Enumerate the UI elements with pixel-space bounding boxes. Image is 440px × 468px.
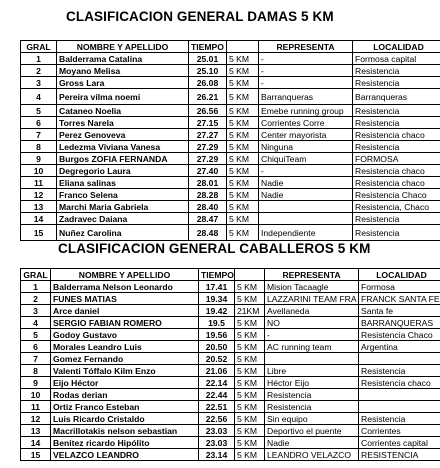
team-cell: NO — [265, 317, 359, 329]
table-body — [21, 53, 440, 241]
name-cell: Nuñez Carolina — [57, 225, 189, 241]
location-cell: Formosa capital — [353, 53, 440, 65]
location-cell: Formosa — [359, 281, 440, 293]
table-row — [21, 317, 440, 329]
team-cell: - — [259, 77, 353, 89]
name-cell: Gomez Fernando — [51, 353, 199, 365]
table-row — [21, 177, 440, 189]
distance-cell: 5 KM — [227, 141, 259, 153]
distance-cell: 5 KM — [235, 365, 265, 377]
time-cell: 28.28 — [189, 189, 227, 201]
table-row — [21, 129, 440, 141]
team-header: REPRESENTA — [265, 269, 359, 281]
name-cell: VELAZCO LEANDRO — [51, 449, 199, 461]
location-cell — [359, 401, 440, 413]
rank-cell: 7 — [21, 353, 51, 365]
time-cell: 22.14 — [199, 377, 235, 389]
time-cell: 22.44 — [199, 389, 235, 401]
rank-cell: 6 — [21, 117, 57, 129]
table-body — [21, 281, 440, 461]
rank-cell: 10 — [21, 389, 51, 401]
team-cell: LAZZARINI TEAM FRA — [265, 293, 359, 305]
name-cell: Eliana salinas — [57, 177, 189, 189]
distance-cell: 5 KM — [235, 353, 265, 365]
team-cell: Resistencia — [265, 389, 359, 401]
name-cell: Degregorio Laura — [57, 165, 189, 177]
table-row — [21, 53, 440, 65]
name-cell: Macrillotakis nelson sebastian — [51, 425, 199, 437]
team-cell: Center mayorista — [259, 129, 353, 141]
name-cell: Benitez ricardo Hipólito — [51, 437, 199, 449]
rank-cell: 1 — [21, 53, 57, 65]
table-row — [21, 117, 440, 129]
location-header: LOCALIDAD — [353, 41, 440, 53]
table-row — [21, 305, 440, 317]
name-cell: Ortiz Franco Esteban — [51, 401, 199, 413]
distance-cell: 21KM — [235, 305, 265, 317]
name-cell: Franco Selena — [57, 189, 189, 201]
time-header: TIEMPO — [189, 41, 227, 53]
location-cell: RESISTENCIA — [359, 449, 440, 461]
location-cell: Resistencia, Chaco — [353, 201, 440, 213]
team-cell: LEANDRO VELAZCO — [265, 449, 359, 461]
rank-cell: 15 — [21, 449, 51, 461]
team-cell: Corrientes Corre — [259, 117, 353, 129]
team-cell: AC running team — [265, 341, 359, 353]
location-cell: Resistencia chaco — [359, 377, 440, 389]
distance-cell: 5 KM — [235, 329, 265, 341]
time-cell: 27.27 — [189, 129, 227, 141]
men-results-table — [20, 268, 440, 461]
distance-cell: 5 KM — [235, 401, 265, 413]
rank-header: GRAL — [21, 41, 57, 53]
rank-cell: 15 — [21, 225, 57, 241]
table-row — [21, 365, 440, 377]
table-row — [21, 65, 440, 77]
team-cell: Libre — [265, 365, 359, 377]
time-cell: 25.01 — [189, 53, 227, 65]
location-cell: Resistencia — [353, 105, 440, 117]
rank-cell: 8 — [21, 141, 57, 153]
name-cell: Moyano Melisa — [57, 65, 189, 77]
name-cell: Zadravec Daiana — [57, 213, 189, 225]
name-cell: Pereira vilma noemi — [57, 89, 189, 105]
team-cell: Deportivo el puente — [265, 425, 359, 437]
table-row — [21, 329, 440, 341]
name-header: NOMBRE Y APELLIDO — [51, 269, 199, 281]
table-row — [21, 449, 440, 461]
location-cell: Resistencia chaco — [353, 177, 440, 189]
location-cell: Resistencia — [359, 365, 440, 377]
distance-cell: 5 KM — [235, 437, 265, 449]
distance-cell: 5 KM — [227, 189, 259, 201]
location-cell: Resistencia — [353, 213, 440, 225]
name-cell: Perez Genoveva — [57, 129, 189, 141]
time-cell: 20.50 — [199, 341, 235, 353]
time-header: TIEMPO — [199, 269, 235, 281]
location-cell: Resistencia chaco — [353, 165, 440, 177]
distance-cell: 5 KM — [227, 77, 259, 89]
time-cell: 26.08 — [189, 77, 227, 89]
name-cell: FUNES MATIAS — [51, 293, 199, 305]
table-header-row — [21, 269, 440, 281]
table-row — [21, 189, 440, 201]
rank-cell: 12 — [21, 413, 51, 425]
location-cell — [359, 353, 440, 365]
distance-cell: 5 KM — [227, 201, 259, 213]
rank-cell: 7 — [21, 129, 57, 141]
table-row — [21, 341, 440, 353]
time-cell: 23.03 — [199, 437, 235, 449]
time-cell: 22.56 — [199, 413, 235, 425]
team-cell: Mision Tacaagle — [265, 281, 359, 293]
rank-cell: 14 — [21, 213, 57, 225]
team-cell: - — [265, 329, 359, 341]
rank-cell: 13 — [21, 201, 57, 213]
location-cell: Resistencia — [353, 117, 440, 129]
table-row — [21, 437, 440, 449]
table-row — [21, 165, 440, 177]
team-cell: Emebe running group — [259, 105, 353, 117]
distance-header — [235, 269, 265, 281]
time-cell: 27.40 — [189, 165, 227, 177]
distance-cell: 5 KM — [227, 225, 259, 241]
time-cell: 26.56 — [189, 105, 227, 117]
name-cell: Ledezma Viviana Vanesa — [57, 141, 189, 153]
table-row — [21, 413, 440, 425]
team-cell: Nadie — [265, 437, 359, 449]
time-cell: 23.03 — [199, 425, 235, 437]
name-cell: Gross Lara — [57, 77, 189, 89]
table-row — [21, 89, 440, 105]
time-cell: 27.29 — [189, 153, 227, 165]
women-results-title: CLASIFICACION GENERAL DAMAS 5 KM — [66, 9, 334, 24]
location-cell: Argentina — [359, 341, 440, 353]
name-cell: Godoy Gustavo — [51, 329, 199, 341]
distance-header — [227, 41, 259, 53]
team-cell: - — [259, 165, 353, 177]
location-cell: Barranqueras — [353, 89, 440, 105]
table-row — [21, 77, 440, 89]
rank-cell: 5 — [21, 105, 57, 117]
time-cell: 21.06 — [199, 365, 235, 377]
team-header: REPRESENTA — [259, 41, 353, 53]
time-cell: 23.14 — [199, 449, 235, 461]
rank-cell: 4 — [21, 317, 51, 329]
location-header: LOCALIDAD — [359, 269, 440, 281]
name-cell: Rodas derian — [51, 389, 199, 401]
rank-cell: 9 — [21, 153, 57, 165]
time-cell: 19.34 — [199, 293, 235, 305]
distance-cell: 5 KM — [235, 341, 265, 353]
team-cell — [259, 213, 353, 225]
distance-cell: 5 KM — [227, 213, 259, 225]
team-cell: Independiente — [259, 225, 353, 241]
team-cell: Nadie — [259, 177, 353, 189]
location-cell — [359, 389, 440, 401]
women-results-table — [20, 40, 440, 241]
name-cell: Valenti Tóffalo Kilm Enzo — [51, 365, 199, 377]
team-cell: Resistencia — [265, 401, 359, 413]
time-cell: 25.10 — [189, 65, 227, 77]
rank-cell: 11 — [21, 177, 57, 189]
rank-cell: 3 — [21, 77, 57, 89]
distance-cell: 5 KM — [227, 153, 259, 165]
location-cell: Resistencia — [353, 65, 440, 77]
table-row — [21, 213, 440, 225]
rank-cell: 10 — [21, 165, 57, 177]
table-row — [21, 281, 440, 293]
location-cell: Resistencia Chaco — [353, 189, 440, 201]
distance-cell: 5 KM — [235, 449, 265, 461]
table-row — [21, 153, 440, 165]
time-cell: 22.51 — [199, 401, 235, 413]
team-cell: Avellaneda — [265, 305, 359, 317]
team-cell: - — [259, 65, 353, 77]
rank-cell: 6 — [21, 341, 51, 353]
name-cell: SERGIO FABIAN ROMERO — [51, 317, 199, 329]
name-cell: Balderrama Nelson Leonardo — [51, 281, 199, 293]
time-cell: 27.15 — [189, 117, 227, 129]
time-cell: 28.40 — [189, 201, 227, 213]
team-cell — [259, 201, 353, 213]
location-cell: BARRANQUERAS — [359, 317, 440, 329]
distance-cell: 5 KM — [235, 293, 265, 305]
table-header-row — [21, 41, 440, 53]
table-row — [21, 201, 440, 213]
rank-cell: 9 — [21, 377, 51, 389]
rank-cell: 2 — [21, 293, 51, 305]
table-row — [21, 425, 440, 437]
rank-header: GRAL — [21, 269, 51, 281]
name-cell: Balderrama Catalina — [57, 53, 189, 65]
distance-cell: 5 KM — [227, 165, 259, 177]
rank-cell: 2 — [21, 65, 57, 77]
time-cell: 20.52 — [199, 353, 235, 365]
time-cell: 28.01 — [189, 177, 227, 189]
team-cell: Ninguna — [259, 141, 353, 153]
table-row — [21, 293, 440, 305]
team-cell: Nadie — [259, 189, 353, 201]
distance-cell: 5 KM — [227, 129, 259, 141]
time-cell: 19.5 — [199, 317, 235, 329]
table-row — [21, 353, 440, 365]
table-row — [21, 389, 440, 401]
men-results-title: CLASIFICACION GENERAL CABALLEROS 5 KM — [58, 241, 371, 256]
time-cell: 19.42 — [199, 305, 235, 317]
location-cell: FRANCK SANTA FE — [359, 293, 440, 305]
distance-cell: 5 KM — [227, 105, 259, 117]
table-row — [21, 377, 440, 389]
distance-cell: 5 KM — [227, 65, 259, 77]
location-cell: Santa fe — [359, 305, 440, 317]
rank-cell: 3 — [21, 305, 51, 317]
rank-cell: 4 — [21, 89, 57, 105]
name-cell: Torres Narela — [57, 117, 189, 129]
distance-cell: 5 KM — [235, 425, 265, 437]
table-row — [21, 141, 440, 153]
rank-cell: 1 — [21, 281, 51, 293]
distance-cell: 5 KM — [235, 413, 265, 425]
rank-cell: 5 — [21, 329, 51, 341]
location-cell: Resistencia Chaco — [359, 329, 440, 341]
name-cell: Eijo Héctor — [51, 377, 199, 389]
name-header: NOMBRE Y APELLIDO — [57, 41, 189, 53]
team-cell: Héctor Eijo — [265, 377, 359, 389]
location-cell: Resistencia — [353, 141, 440, 153]
rank-cell: 14 — [21, 437, 51, 449]
rank-cell: 13 — [21, 425, 51, 437]
distance-cell: 5 KM — [235, 377, 265, 389]
time-cell: 28.48 — [189, 225, 227, 241]
team-cell: Sin equipo — [265, 413, 359, 425]
location-cell: Resistencia — [359, 413, 440, 425]
location-cell: FORMOSA — [353, 153, 440, 165]
location-cell: Resistencia — [353, 77, 440, 89]
team-cell — [265, 353, 359, 365]
name-cell: Cataneo Noelia — [57, 105, 189, 117]
table-row — [21, 225, 440, 241]
time-cell: 17.41 — [199, 281, 235, 293]
team-cell: - — [259, 53, 353, 65]
name-cell: Luis Ricardo Cristaldo — [51, 413, 199, 425]
distance-cell: 5 KM — [235, 317, 265, 329]
location-cell: Corrientes capital — [359, 437, 440, 449]
distance-cell: 5 KM — [227, 177, 259, 189]
team-cell: ChiquiTeam — [259, 153, 353, 165]
team-cell: Barranqueras — [259, 89, 353, 105]
location-cell: Resistencia chaco — [353, 129, 440, 141]
rank-cell: 8 — [21, 365, 51, 377]
name-cell: Morales Leandro Luis — [51, 341, 199, 353]
distance-cell: 5 KM — [235, 281, 265, 293]
name-cell: Burgos ZOFIA FERNANDA — [57, 153, 189, 165]
rank-cell: 12 — [21, 189, 57, 201]
time-cell: 28.47 — [189, 213, 227, 225]
time-cell: 26.21 — [189, 89, 227, 105]
distance-cell: 5 KM — [227, 89, 259, 105]
time-cell: 19.56 — [199, 329, 235, 341]
distance-cell: 5 KM — [227, 117, 259, 129]
location-cell: Resistencia — [353, 225, 440, 241]
distance-cell: 5 KM — [235, 389, 265, 401]
time-cell: 27.29 — [189, 141, 227, 153]
distance-cell: 5 KM — [227, 53, 259, 65]
name-cell: Arce daniel — [51, 305, 199, 317]
rank-cell: 11 — [21, 401, 51, 413]
table-row — [21, 105, 440, 117]
location-cell: Corrientes — [359, 425, 440, 437]
name-cell: Marchi Maria Gabriela — [57, 201, 189, 213]
table-row — [21, 401, 440, 413]
